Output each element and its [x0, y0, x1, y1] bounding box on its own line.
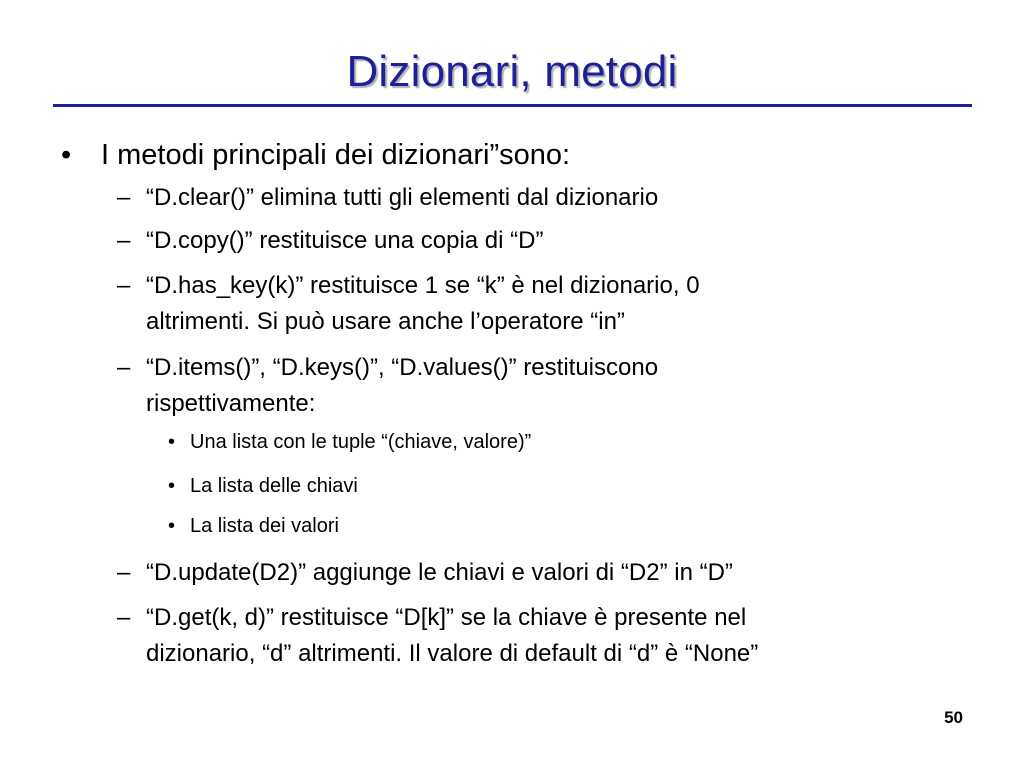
list-item-line: Una lista con le tuple “(chiave, valore)” — [190, 431, 532, 453]
list-item-line: “D.clear()” elimina tutti gli elementi dal dizionario — [146, 184, 659, 211]
list-item-line: La lista dei valori — [190, 515, 339, 537]
page-number: 50 — [944, 708, 963, 727]
bullet-marker: • — [168, 515, 176, 537]
bullet-marker: • — [168, 431, 176, 453]
dash-marker: – — [117, 354, 131, 381]
dash-marker: – — [117, 604, 131, 631]
dash-marker: – — [117, 227, 131, 254]
bullet-marker: • — [168, 475, 176, 497]
list-item-line: La lista delle chiavi — [190, 475, 358, 497]
list-item-line: rispettivamente: — [146, 390, 316, 417]
slide-title: Dizionari, metodi — [346, 47, 678, 96]
list-item-line: altrimenti. Si può usare anche l’operatore “in” — [146, 308, 625, 335]
list-item-line: “D.has_key(k)” restituisce 1 se “k” è nel dizionario, 0 — [146, 272, 700, 299]
list-item-line: dizionario, “d” altrimenti. Il valore di default di “d” è “None” — [146, 640, 759, 667]
dash-marker: – — [117, 184, 131, 211]
list-item-line: “D.get(k, d)” restituisce “D[k]” se la chiave è presente nel — [146, 604, 747, 631]
list-item-line: “D.update(D2)” aggiunge le chiavi e valori di “D2” in “D” — [146, 559, 733, 586]
dash-marker: – — [117, 272, 131, 299]
bullet-marker: • — [61, 139, 72, 171]
list-item-line: “D.items()”, “D.keys()”, “D.values()” restituiscono — [146, 354, 659, 381]
dash-marker: – — [117, 559, 131, 586]
list-item-line: I metodi principali dei dizionari”sono: — [101, 139, 571, 171]
list-item-line: “D.copy()” restituisce una copia di “D” — [146, 227, 544, 254]
